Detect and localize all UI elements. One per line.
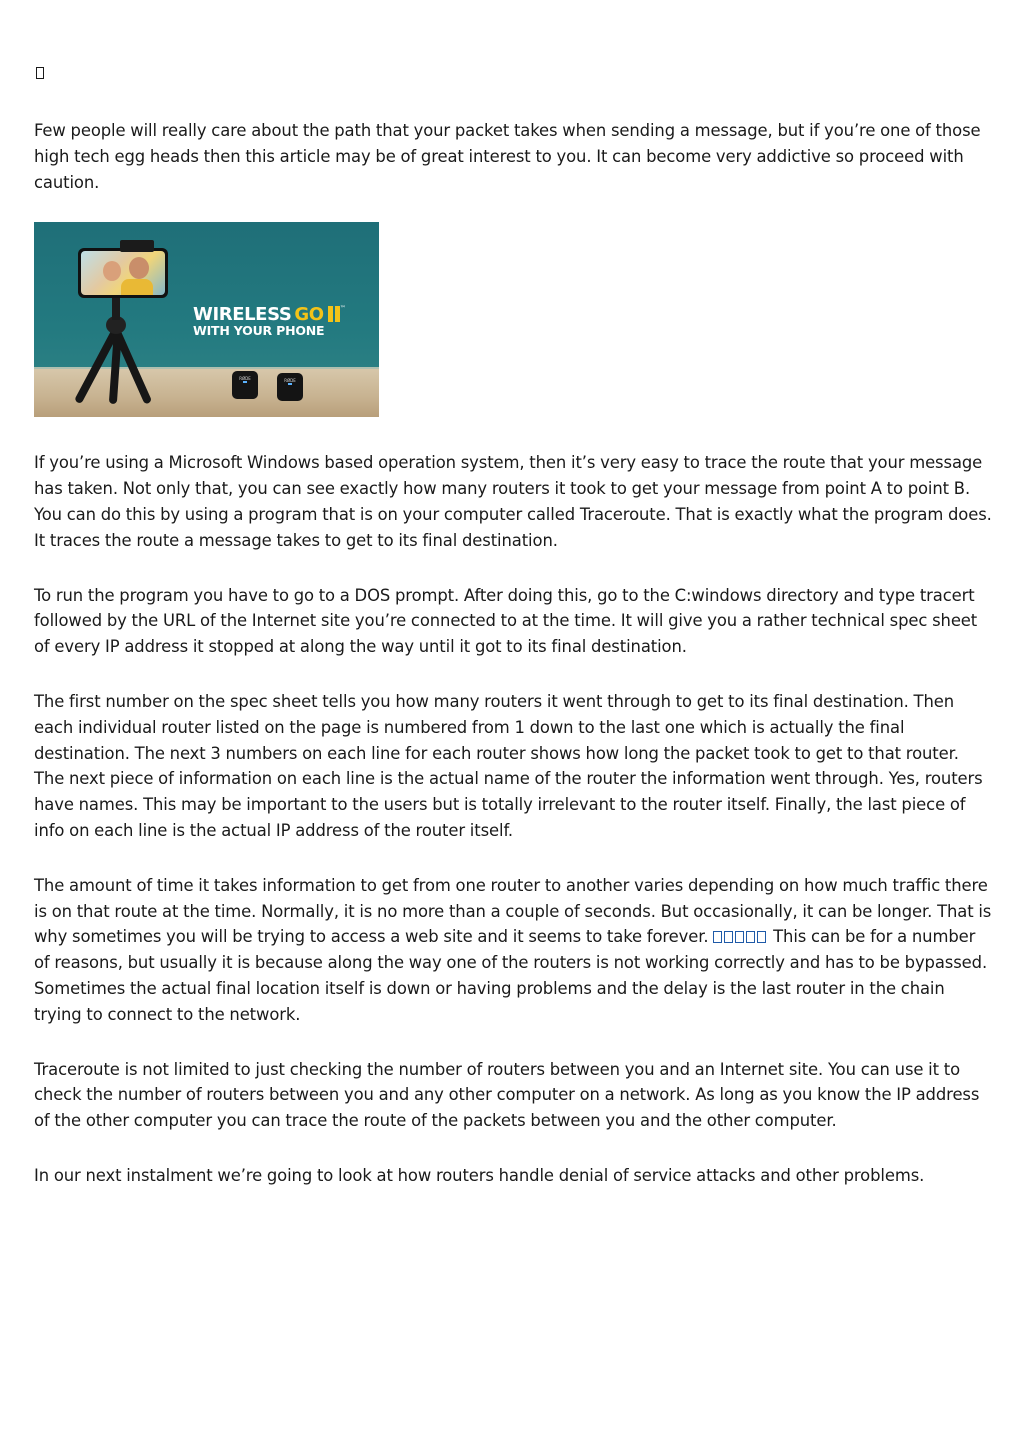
hero-subtitle: WITH YOUR PHONE [193,323,325,339]
link-glyph-box [757,931,766,943]
transmitter-icon [232,371,258,399]
device-label: RØDE [239,376,251,382]
link-glyph-box [735,931,744,943]
transmitter-icon [277,373,303,401]
status-led [288,383,292,385]
article [34,64,992,1218]
person-face [103,261,121,281]
paragraph-timing [34,873,992,1028]
receiver-icon [120,240,154,252]
link-glyphs-icon [713,924,768,950]
person-face [129,257,149,279]
link-glyph-box [746,931,755,943]
paragraph-windows: If you’re using a Microsoft Windows based operation system, then it’s very easy to trace the route that your message has taken. Not only that, you can see exactly how many routers it took to get your message from point A to point B. You can do this by using a program that is on your computer called Traceroute. That is exactly what the program does. It traces the route a message takes to get to its final destination. [34,453,992,550]
brand-bars-icon [328,306,340,322]
status-led [243,381,247,383]
link-glyph-box [713,931,722,943]
link-glyph-box [724,931,733,943]
paragraph-timing-before: The amount of time it takes information to get from one router to another varies depending on how much traffic there is on that route at the time. Normally, it is no more than a couple of seconds. But occasionally, it can be longer. That is why sometimes you will be trying to access a web site and it seems to take forever. [34,875,992,947]
hero-image [34,222,379,417]
inline-link[interactable] [713,927,768,946]
glyph-box-icon [36,67,44,79]
hero-brand [193,299,345,325]
paragraph-next: In our next instalment we’re going to look at how routers handle denial of service attacks and other problems. [34,1165,925,1185]
paragraph-timing-after: This can be for a number of reasons, but usually it is because along the way one of the routers is not working correctly and has to be bypassed. Sometimes the actual final location itself is down or having problems and the delay is the last router in the chain trying to connect to the network. [34,927,988,1024]
smartphone-icon [78,248,168,298]
paragraph-traceroute: Traceroute is not limited to just checking the number of routers between you and an Internet site. You can use it to check the number of routers between you and any other computer on a network. As long as you know the IP address of the other computer you can trace the route of the packets between you and the other computer. [34,1059,980,1131]
device-label: RØDE [284,378,296,384]
paragraph-spec-sheet: The first number on the spec sheet tells you how many routers it went through to get to its final destination. Then each individual router listed on the page is numbered from 1 down to the last one which is actually the final destination. The next 3 numbers on each line for each router shows how long the packet took to get to that router. The next piece of information on each line is the actual name of the router the information went through. Yes, routers have names. This may be important to the users but is totally irrelevant to the router itself. Finally, the last piece of info on each line is the actual IP address of the router itself. [34,691,983,840]
brand-word: WIRELESS [193,304,292,326]
brand-go: GO [294,304,324,326]
person-shirt [121,279,153,295]
paragraph-dos: To run the program you have to go to a DOS prompt. After doing this, go to the C:windows directory and type tracert followed by the URL of the Internet site you’re connected to at the time. It will give you a rather technical spec sheet of every IP address it stopped at along the way until it got to its final destination. [34,585,978,657]
trademark: ™ [339,305,346,313]
paragraph-intro: Few people will really care about the path that your packet takes when sending a message, but if you’re one of those high tech egg heads then this article may be of great interest to you. It can become very addictive so proceed with caution. [34,121,981,192]
phone-screen [81,251,165,295]
missing-glyph-icon [34,64,992,86]
